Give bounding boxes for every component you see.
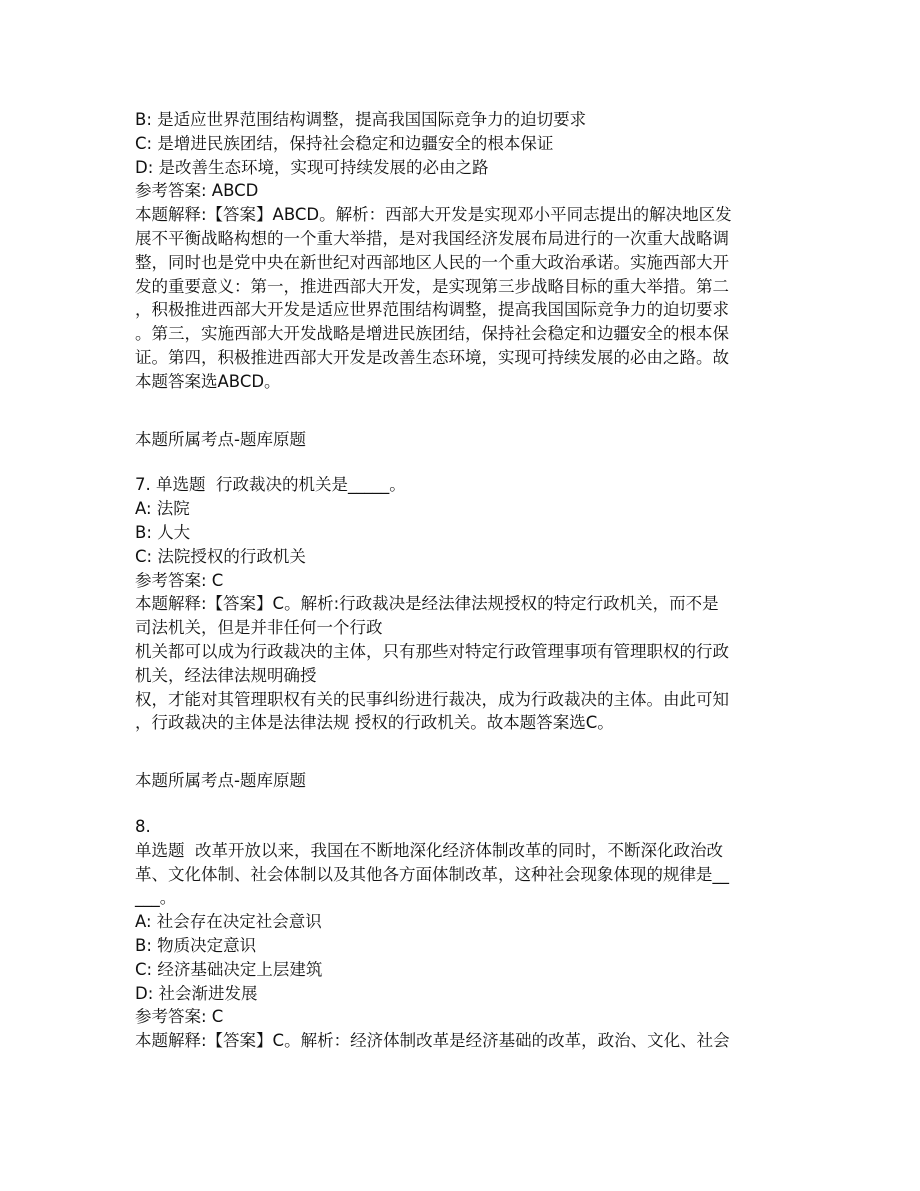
explanation-line: 证。第四，积极推进西部大开发是改善生态环境，实现可持续发展的必由之路。故 <box>135 347 729 367</box>
document-page <box>135 108 795 1053</box>
explanation-line: 发的重要意义：第一，推进西部大开发，是实现第三步战略目标的重大举措。第二 <box>135 276 729 296</box>
explanation-line: ，行政裁决的主体是法律法规 授权的行政机关。故本题答案选C。 <box>135 713 614 733</box>
option-a: A: 法院 <box>135 499 190 519</box>
question-header: 7. 单选题 行政裁决的机关是_____。 <box>135 475 406 495</box>
question-text-line: 单选题 改革开放以来，我国在不断地深化经济体制改革的同时，不断深化政治改 <box>135 840 723 860</box>
option-a: A: 社会存在决定社会意识 <box>135 912 322 932</box>
reference-answer: 参考答案: C <box>135 1007 224 1027</box>
explanation-line: 机关，经法律法规明确授 <box>135 665 317 685</box>
question-number: 8. <box>135 816 151 836</box>
reference-answer: 参考答案: C <box>135 570 224 590</box>
option-b: B: 是适应世界范围结构调整，提高我国国际竞争力的迫切要求 <box>135 110 587 129</box>
explanation-line: 。第三，实施西部大开发战略是增进民族团结，保持社会稳定和边疆安全的根本保 <box>135 324 729 344</box>
option-c: C: 法院授权的行政机关 <box>135 546 306 566</box>
explanation-line: 展不平衡战略构想的一个重大举措，是对我国经济发展布局进行的一次重大战略调 <box>135 228 729 248</box>
reference-answer: 参考答案: ABCD <box>135 181 259 201</box>
explanation-line: 本题答案选ABCD。 <box>135 371 281 391</box>
option-b: B: 人大 <box>135 522 191 542</box>
knowledge-point: 本题所属考点-题库原题 <box>135 771 306 791</box>
question-text-line: 革、文化体制、社会体制以及其他各方面体制改革，这种社会现象体现的规律是__ <box>135 864 729 884</box>
knowledge-point: 本题所属考点-题库原题 <box>135 429 306 449</box>
explanation-line: 本题解释:【答案】C。解析：经济体制改革是经济基础的改革，政治、文化、社会 <box>135 1031 730 1051</box>
option-c: C: 经济基础决定上层建筑 <box>135 959 323 979</box>
explanation-line: 本题解释:【答案】C。解析:行政裁决是经法律法规授权的特定行政机关，而不是 <box>135 594 719 614</box>
explanation-line: 司法机关，但是并非任何一个行政 <box>135 618 383 638</box>
explanation-line: ，积极推进西部大开发是适应世界范围结构调整，提高我国国际竞争力的迫切要求 <box>135 300 729 320</box>
explanation-line: 权，才能对其管理职权有关的民事纠纷进行裁决，成为行政裁决的主体。由此可知 <box>135 689 729 709</box>
explanation-line: 本题解释:【答案】ABCD。解析：西部大开发是实现邓小平同志提出的解决地区发 <box>135 205 732 225</box>
explanation-line: 整，同时也是党中央在新世纪对西部地区人民的一个重大政治承诺。实施西部大开 <box>135 252 729 272</box>
option-d: D: 是改善生态环境，实现可持续发展的必由之路 <box>135 157 489 177</box>
option-b: B: 物质决定意识 <box>135 935 257 955</box>
option-d: D: 社会渐进发展 <box>135 983 258 1003</box>
explanation-line: 机关都可以成为行政裁决的主体，只有那些对特定行政管理事项有管理职权的行政 <box>135 641 729 661</box>
question-text-line: ___。 <box>135 888 177 908</box>
option-c: C: 是增进民族团结，保持社会稳定和边疆安全的根本保证 <box>135 133 554 153</box>
